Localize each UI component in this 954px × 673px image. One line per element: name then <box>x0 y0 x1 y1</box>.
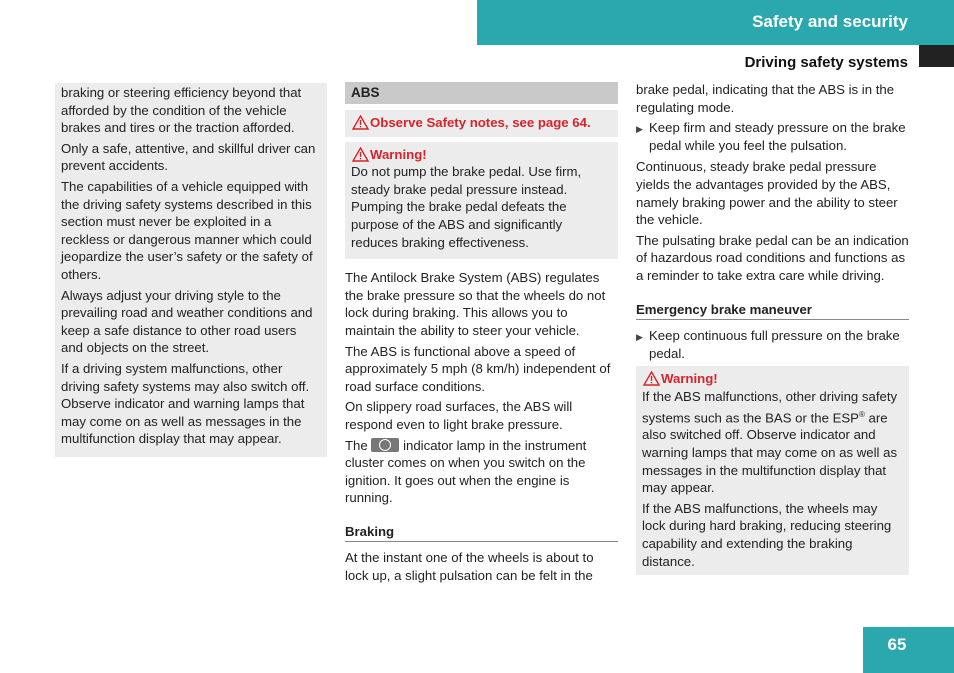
paragraph: On slippery road surfaces, the ABS will respond even to light brake pressure. <box>345 399 573 432</box>
bullet-item <box>636 327 909 362</box>
warning-box <box>345 142 618 260</box>
column-abs <box>345 82 618 588</box>
text-fragment: are also switched off. Observe indicator and warning lamps that may come on as well as messages in the multifunction display that may appear. <box>642 409 898 496</box>
paragraph-abs-lamp <box>345 437 618 507</box>
safety-note-box <box>345 110 618 137</box>
warning-title: Warning! <box>370 146 427 162</box>
text-fragment: indicator lamp in the instrument cluster comes on when you switch on the ignition. It goes out when the engine is running. <box>345 437 587 506</box>
section-title: Driving safety systems <box>744 54 908 71</box>
abs-heading: ABS <box>345 82 618 104</box>
bullet-text: Keep firm and steady pressure on the brake pedal while you feel the pulsation. <box>649 120 906 153</box>
bullet-triangle-icon: ▶ <box>636 124 643 135</box>
abs-indicator-lamp-icon <box>371 438 399 452</box>
intro-note-box <box>55 83 327 457</box>
thumb-tab <box>919 45 954 67</box>
safety-note-link[interactable]: Observe Safety notes, see page 64. <box>370 115 591 130</box>
bullet-text: Keep continuous full pressure on the brake pedal. <box>649 328 900 361</box>
paragraph: braking or steering efficiency beyond that afforded by the condition of the vehicle brakes and tires or the traction afforded. <box>61 85 302 136</box>
warning-text: If the ABS malfunctions, the wheels may lock during hard braking, reducing steering capability and extending the braking distance. <box>642 500 892 569</box>
text-fragment: If the ABS malfunctions, other driving safety systems such as the BAS or the ESP <box>642 388 898 425</box>
warning-triangle-icon <box>351 147 370 162</box>
bullet-item <box>636 119 909 154</box>
warning-triangle-icon <box>642 371 661 386</box>
paragraph: At the instant one of the wheels is about to lock up, a slight pulsation can be felt in the <box>345 550 594 584</box>
paragraph: If a driving system malfunctions, other driving safety systems may also switch off. Observe indicator and warning lamps that may come on as well as messages in the multifunction display that may appear. <box>61 360 310 447</box>
warning-title: Warning! <box>661 371 718 387</box>
paragraph: The pulsating brake pedal can be an indication of hazardous road conditions and functions as a reminder to take extra care while driving. <box>636 232 909 283</box>
paragraph: Only a safe, attentive, and skillful driver can prevent accidents. <box>61 140 316 174</box>
warning-box <box>636 366 909 575</box>
paragraph: Continuous, steady brake pedal pressure yields the advantages provided by the ABS, namely braking power and the ability to steer the vehicle. <box>636 159 898 228</box>
warning-triangle-icon <box>351 115 370 130</box>
chapter-title: Safety and security <box>752 12 908 31</box>
page-number-box <box>863 627 954 673</box>
registered-mark: ® <box>858 409 865 419</box>
paragraph: Always adjust your driving style to the prevailing road and weather conditions and keep a safe distance to other road users and objects on the street. <box>61 287 313 356</box>
page-number: 65 <box>887 635 907 654</box>
warning-text: Do not pump the brake pedal. Use firm, steady brake pedal pressure instead. Pumping the brake pedal defeats the purpose of the ABS and significantly reduces braking effectiveness. <box>351 164 582 250</box>
column-braking <box>636 81 909 580</box>
header-band <box>477 0 954 45</box>
paragraph: The ABS is functional above a speed of approximately 5 mph (8 km/h) independent of road surface conditions. <box>345 343 611 394</box>
paragraph: The Antilock Brake System (ABS) regulates the brake pressure so that the wheels do not lock during braking. This allows you to maintain the ability to steer your vehicle. <box>345 270 606 338</box>
text-fragment: The <box>345 437 368 453</box>
braking-heading: Braking <box>345 523 618 543</box>
warning-text <box>642 388 903 497</box>
paragraph: The capabilities of a vehicle equipped with the driving safety systems described in this section must never be exploited in a reckless or dangerous manner which could jeopardize the user’s safety or the safety of others. <box>61 178 313 282</box>
bullet-triangle-icon: ▶ <box>636 332 643 343</box>
emergency-heading: Emergency brake maneuver <box>636 301 909 321</box>
paragraph: brake pedal, indicating that the ABS is in the regulating mode. <box>636 82 895 115</box>
